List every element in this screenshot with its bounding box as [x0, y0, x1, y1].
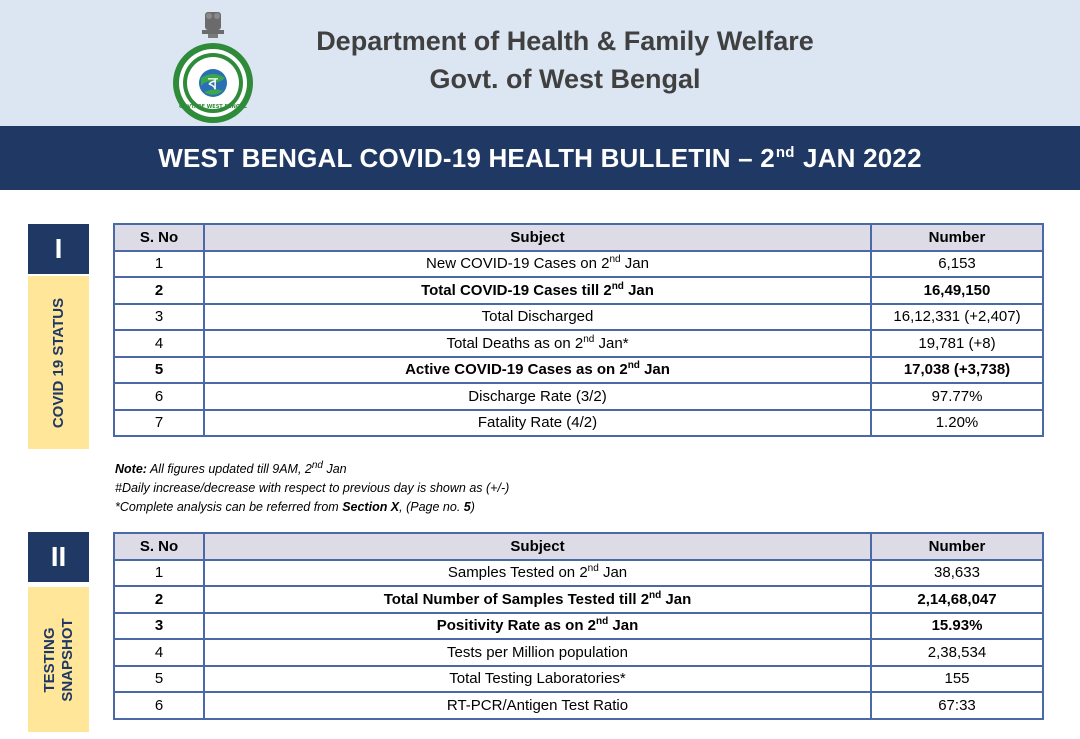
table-row — [114, 277, 1043, 304]
cell-subject: Fatality Rate (4/2) — [204, 410, 871, 437]
table-row — [114, 357, 1043, 384]
cell-subject: New COVID-19 Cases on 2nd Jan — [204, 251, 871, 278]
table-header-row — [114, 224, 1043, 251]
header — [0, 0, 1080, 126]
section-1-label-text: COVID 19 STATUS — [49, 297, 67, 428]
cell-subject: Active COVID-19 Cases as on 2nd Jan — [204, 357, 871, 384]
bulletin-title-banner — [0, 126, 1080, 190]
section-1-label — [28, 276, 89, 449]
department-title — [200, 22, 930, 98]
table-row — [114, 639, 1043, 666]
cell-sno: 2 — [114, 277, 204, 304]
cell-number: 19,781 (+8) — [871, 330, 1043, 357]
table-row — [114, 251, 1043, 278]
table-row — [114, 330, 1043, 357]
note-line-2: #Daily increase/decrease with respect to previous day is shown as (+/-) — [115, 481, 510, 495]
cell-sno: 2 — [114, 586, 204, 613]
cell-number: 67:33 — [871, 692, 1043, 719]
cell-number: 2,38,534 — [871, 639, 1043, 666]
cell-sno: 3 — [114, 304, 204, 331]
cell-subject: Total Deaths as on 2nd Jan* — [204, 330, 871, 357]
cell-sno: 6 — [114, 692, 204, 719]
cell-number: 16,49,150 — [871, 277, 1043, 304]
cell-subject: Tests per Million population — [204, 639, 871, 666]
table-row — [114, 692, 1043, 719]
table-row — [114, 410, 1043, 437]
cell-sno: 3 — [114, 613, 204, 640]
dept-line-1: Department of Health & Family Welfare — [316, 26, 814, 56]
cell-subject: Total Testing Laboratories* — [204, 666, 871, 693]
bulletin-title: WEST BENGAL COVID-19 HEALTH BULLETIN – 2nd JAN 2022 — [158, 142, 922, 173]
cell-sno: 4 — [114, 639, 204, 666]
cell-subject: Samples Tested on 2nd Jan — [204, 560, 871, 587]
cell-number: 38,633 — [871, 560, 1043, 587]
cell-number: 2,14,68,047 — [871, 586, 1043, 613]
cell-subject: Positivity Rate as on 2nd Jan — [204, 613, 871, 640]
col-header-subject: Subject — [204, 224, 871, 251]
cell-subject: RT-PCR/Antigen Test Ratio — [204, 692, 871, 719]
table-row — [114, 613, 1043, 640]
cell-sno: 5 — [114, 357, 204, 384]
cell-number: 17,038 (+3,738) — [871, 357, 1043, 384]
note-line-3: *Complete analysis can be referred from Section X, (Page no. 5) — [115, 500, 475, 514]
table-row — [114, 383, 1043, 410]
table-row — [114, 586, 1043, 613]
col-header-number: Number — [871, 533, 1043, 560]
cell-number: 6,153 — [871, 251, 1043, 278]
note-line-1: Note: All figures updated till 9AM, 2nd Jan — [115, 459, 347, 476]
col-header-number: Number — [871, 224, 1043, 251]
cell-sno: 1 — [114, 560, 204, 587]
svg-text:ব: ব — [208, 74, 218, 93]
table-row — [114, 666, 1043, 693]
dept-line-2: Govt. of West Bengal — [429, 64, 701, 94]
cell-subject: Total COVID-19 Cases till 2nd Jan — [204, 277, 871, 304]
cell-number: 155 — [871, 666, 1043, 693]
cell-subject: Discharge Rate (3/2) — [204, 383, 871, 410]
cell-sno: 4 — [114, 330, 204, 357]
cell-number: 15.93% — [871, 613, 1043, 640]
table-row — [114, 560, 1043, 587]
cell-number: 97.77% — [871, 383, 1043, 410]
table-row — [114, 304, 1043, 331]
cell-sno: 7 — [114, 410, 204, 437]
col-header-sno: S. No — [114, 224, 204, 251]
section-2-label-text: TESTING SNAPSHOT — [40, 617, 76, 702]
cell-sno: 6 — [114, 383, 204, 410]
cell-subject: Total Discharged — [204, 304, 871, 331]
covid-status-table — [113, 223, 1044, 437]
col-header-subject: Subject — [204, 533, 871, 560]
seal-caption: GOVT. OF WEST BENGAL — [178, 104, 248, 110]
cell-number: 1.20% — [871, 410, 1043, 437]
cell-sno: 1 — [114, 251, 204, 278]
table-header-row — [114, 533, 1043, 560]
cell-sno: 5 — [114, 666, 204, 693]
testing-snapshot-table — [113, 532, 1044, 720]
notes — [115, 460, 815, 517]
cell-subject: Total Number of Samples Tested till 2nd Jan — [204, 586, 871, 613]
col-header-sno: S. No — [114, 533, 204, 560]
section-2-label — [28, 587, 89, 732]
section-2-numeral: II — [28, 532, 89, 582]
cell-number: 16,12,331 (+2,407) — [871, 304, 1043, 331]
section-1-numeral: I — [28, 224, 89, 274]
